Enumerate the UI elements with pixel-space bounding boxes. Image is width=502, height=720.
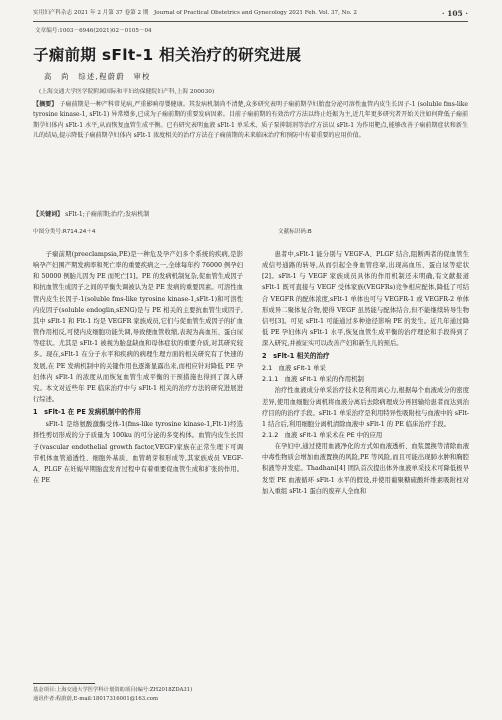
footnote-rule bbox=[33, 683, 95, 684]
body-right-column bbox=[262, 249, 469, 497]
subsection-heading: 2.1 血液 sFlt-1 单采 bbox=[262, 364, 326, 373]
article-number: 文章编号:1003－6946(2021)02－0105－04 bbox=[35, 28, 152, 34]
abstract bbox=[33, 100, 468, 141]
body-paragraph: 在孕妇中,通过使用血液净化的方式如血液透析、血浆置换等清除血液中毒性物质会增加血液置换的风险,PE 等风险,而且可能出现肺水肿和胸腔积液等并发症。Thadhani[4] 团队首次提出体外血液单采技术可降低极早发型 PE 血液循环 sFlt-1 水平的假设,并使用葡聚糖硫酸纤维素吸附柱对加入重组 sFlt-1 蛋白的废弃人全血和 bbox=[262, 443, 469, 495]
page-number: · 105 · bbox=[441, 9, 468, 18]
keywords-label: 【关键词】 bbox=[33, 211, 64, 218]
abstract-label: 【摘要】 bbox=[33, 101, 58, 108]
authors: 高 尚 综述,程蔚蔚 审校 bbox=[44, 72, 151, 81]
subsubsection-heading: 2.1.2 血液 sFlt-1 单采术在 PE 中的应用 bbox=[262, 431, 383, 440]
corresponding-author: 通讯作者:程蔚蔚,E-mail:18017316001@163.com bbox=[33, 695, 158, 702]
journal-header: 实用妇产科杂志 2021 年 2 月第 37 卷第 2 期 Journal of Practical Obstetrics and Gynecology 2021 Feb. Vol. 37, No. 2 bbox=[33, 10, 357, 16]
body-paragraph: sFlt-1 是络氨酸激酶受体-1(fms-like tyrosine kinase-1,Flt-1)经选择性剪切形成的分子质量为 100ku 的可分泌的多变构体。血管内皮生长因子(vascular endothelial growth factor,VEGF)家族在正常生理下可调节机体血管通透性、细胞外基质、血管萌芽和形成等,其家族成员 VEGF-A、PLGF 在妊娠早期胎盘发育过程中有着重要促血管生成和扩张的作用。在 PE bbox=[33, 421, 243, 484]
body-paragraph: 患者中,sFlt-1 能分别与 VEGF-A、PLGF 结合,阻断两者的促血管生成信号通路的转导,从而引起全身血管痉挛,出现高血压、蛋白尿等症状[2]。sFlt-1 与 VEGF 家族成员具体的作用机制还未明确,有文献报道 sFlt-1 既可直接与 VEGF 受体家族(VEGFRs)竞争相应配体,降低了可结合 VEGFR 的配体浓度,sFlt-1 单体也可与 VEGFR-1 或 VEGFR-2 单体形成异二聚体复合物,使得 VEGF 虽然能与配体结合,但不能继续转导生物信号[3]。可见 sFlt-1 可能通过多种途径影响 PE 的发生。近几年通过降低 PE 孕妇体内 sFlt-1 水平,恢复血管生成平衡的治疗理论和手段得到了深入研究,并被证实可以改善产妇和新生儿的预后。 bbox=[262, 251, 469, 348]
subsubsection-heading: 2.1.1 血液 sFlt-1 单采的作用机制 bbox=[262, 375, 364, 384]
body-paragraph: 治疗性血液成分单采治疗技术是利用离心力,根据每个血液成分的密度差异,使用血细胞分离机将血液分离后去除病理成分再回输给患者而达到治疗目的的治疗手段。sFlt-1 单采治疗是利用特异性吸附柱与血液中的 sFlt-1 结合后,利用细胞分离机清除血液中 sFlt-1 的 PE 临床治疗手段。 bbox=[262, 387, 469, 428]
running-header bbox=[33, 6, 468, 20]
abstract-text: 子痫前期是一种产科常见病,严重影响母婴健康。其发病机制尚不清楚,众多研究表明子痫前期孕妇胎盘分泌可溶性血管内皮生长因子-1 (soluble fms-like tyrosine kinase-1, sFlt-1) 异常增多,已成为子痫前期的重要发病因素。目前子痫前期的有效治疗方法以终止妊娠为主,近几年更多研究者开始关注如何降低子痫前期孕妇体内 sFlt-1 水平,从而恢复血管生成平衡。已有研究表明血液 sFlt-1 单采术、质子泵抑制剂等治疗方法以 sFlt-1 为作用靶点,能够改善子痫前期症状和新生儿的结局,提示降低子痫前期孕妇体内 sFlt-1 浓度相关的治疗方法在子痫前期的未来临床治疗和预防中有着重要的应用价值。 bbox=[33, 101, 469, 139]
affiliation: (上海交通大学医学院附属国际和平妇幼保健院妇产科,上海 200030) bbox=[39, 89, 215, 95]
body-left-column bbox=[33, 249, 243, 486]
classification-line bbox=[33, 227, 468, 237]
body-paragraph: 子痫前期(preeclampsia,PE)是一种危及孕产妇多个系统的疾病,是影响孕产妇围产期发病率和死亡率的重要疾病之一,全球每年约 76000 例孕妇和 50000 例胎儿因为 PE 而死亡[1]。PE 的发病机制复杂,促血管生成因子和抗血管生成因子之间的平衡失调被认为是 PE 发病的重要因素。可溶性血管内皮生长因子-1(soluble fms-like tyrosine kinase-1,sFlt-1)和可溶性内皮因子(soluble endoglin,sENG)是与 PE 相关的主要抗血管生成因子,其中 sFlt-1 和 Flt-1 均是 VEGFR 家族成员,它们与促血管生成因子的扩血管作用相反,可使内皮细胞功能失调,导致便血管收缩,表现为高血压、蛋白尿等症状。尤其是 sFlt-1 被视为胎盘缺血和母体症状的重要介质,对其研究较多。现在,sFlt-1 在分子水平和疾病的病理生理方面的相关研究有了快速的发展,在 PE 发病机制中的关键作用也逐渐显露出来,而相应针对降低 PE 孕妇体内 sFlt-1 的浓度从而恢复血管生成平衡的干预措施也得到了深入研究。本文对近些年 PE 临床治疗中与 sFlt-1 相关的治疗方法的研究进展进行综述。 bbox=[33, 251, 243, 404]
fund-note: 基金项目:上海交通大学医学科计划资助项目(编号:ZH2018ZDA31) bbox=[33, 687, 193, 693]
document-code: 文献标识码:B bbox=[278, 229, 312, 235]
keywords-text: sFlt-1;子痫前期;治疗;发病机制 bbox=[65, 211, 150, 218]
clc-number: 中图分类号:R714.24＋4 bbox=[33, 229, 96, 235]
header-rule bbox=[33, 21, 468, 22]
section-heading: 1 sFlt-1 在 PE 发病机制中的作用 bbox=[33, 408, 141, 417]
keywords bbox=[33, 209, 468, 218]
article-title: 子痫前期 sFlt-1 相关治疗的研究进展 bbox=[33, 46, 302, 64]
footnote bbox=[33, 686, 192, 703]
section-heading: 2 sFlt-1 相关的治疗 bbox=[262, 352, 330, 361]
